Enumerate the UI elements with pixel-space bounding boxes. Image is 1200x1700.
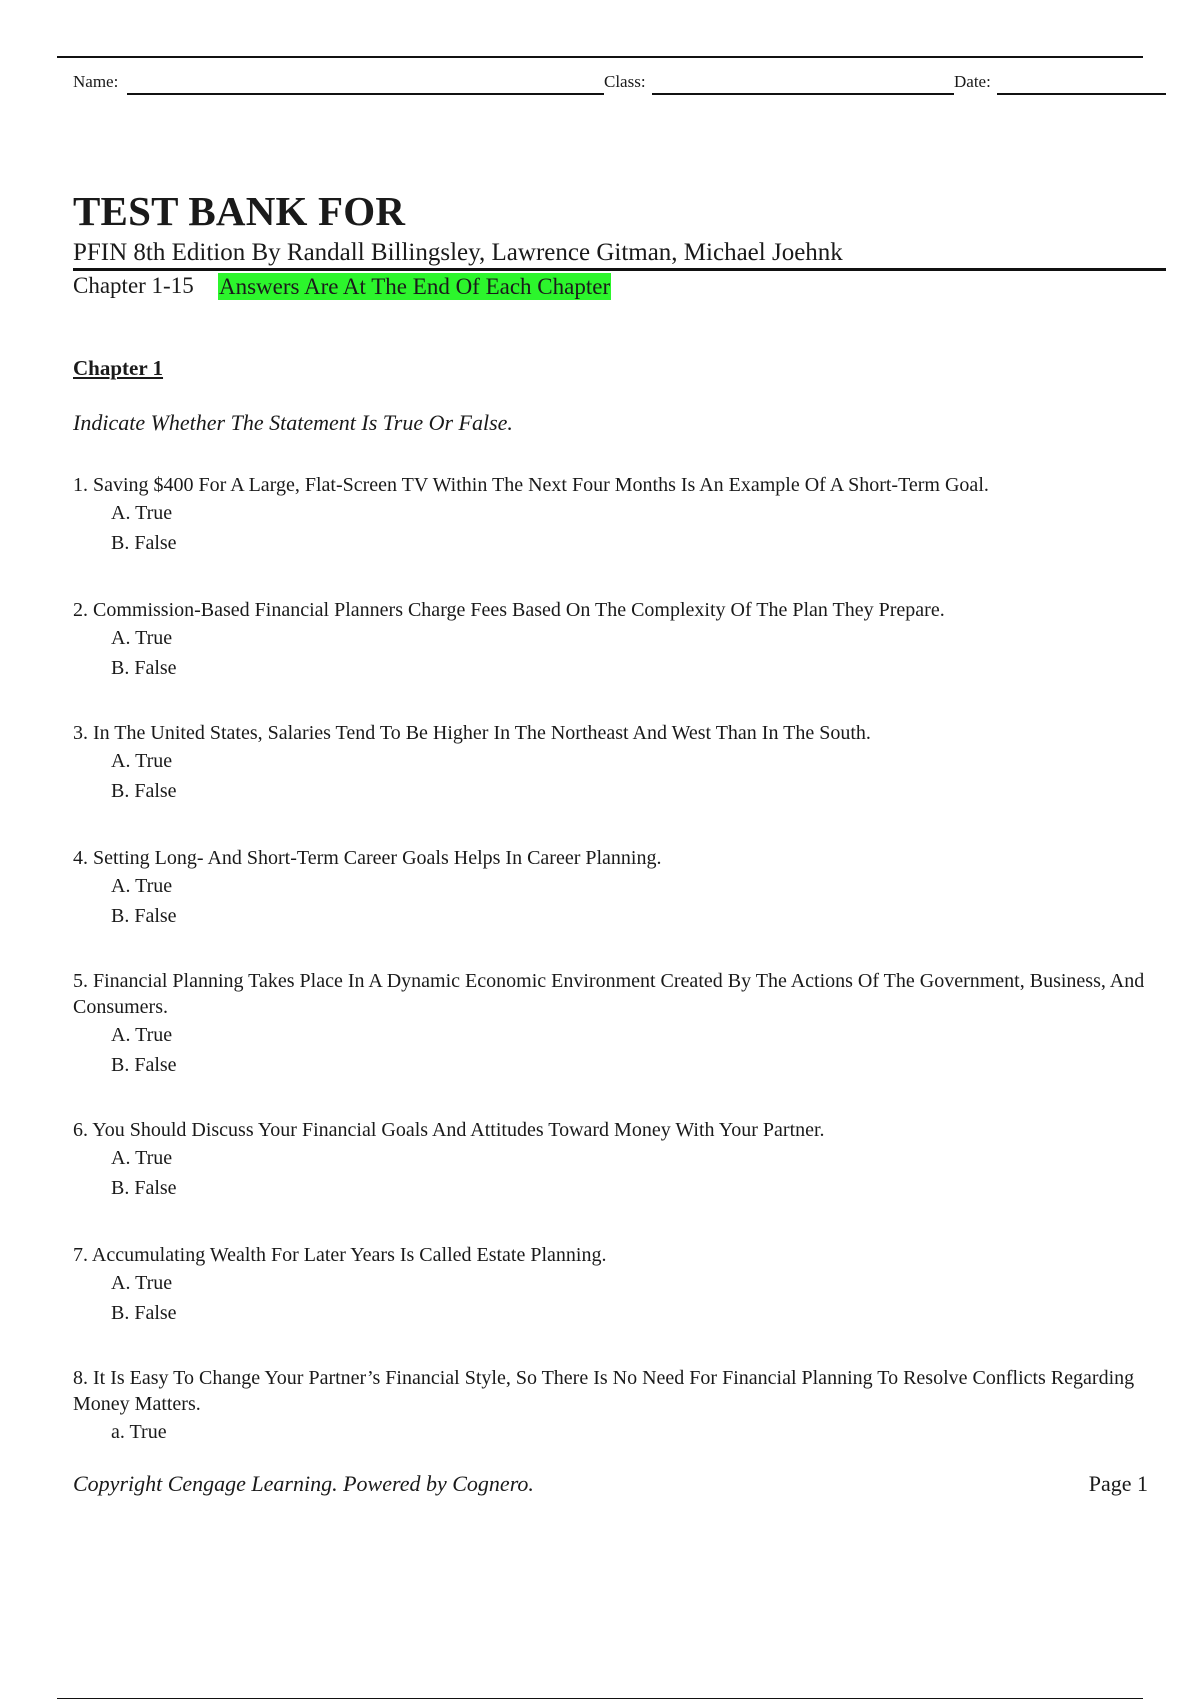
option-false[interactable]: B. False: [111, 532, 177, 554]
name-label: Name:: [73, 72, 119, 91]
option-false[interactable]: B. False: [111, 1177, 177, 1199]
chapter-heading: Chapter 1: [73, 356, 164, 380]
option-true[interactable]: A. True: [111, 750, 173, 772]
option-true[interactable]: A. True: [111, 1147, 173, 1169]
question-text: 5. Financial Planning Takes Place In A Dynamic Economic Environment Created By The Actions Of The Government, Business, And Consumers.: [73, 970, 1145, 1018]
name-field-line: [127, 93, 604, 95]
class-field-line: [652, 93, 954, 95]
option-false[interactable]: B. False: [111, 1054, 177, 1076]
answers-note-highlight: Answers Are At The End Of Each Chapter: [219, 274, 611, 299]
question-2: [73, 597, 945, 681]
option-false[interactable]: B. False: [111, 1302, 177, 1324]
chapter-range: Chapter 1-15: [73, 273, 194, 298]
question-8: [73, 1365, 1148, 1445]
option-true[interactable]: A. True: [111, 875, 173, 897]
question-text: 4. Setting Long- And Short-Term Career Goals Helps In Career Planning.: [73, 847, 662, 869]
date-label: Date:: [954, 72, 991, 91]
question-text: 7. Accumulating Wealth For Later Years Is Called Estate Planning.: [73, 1244, 607, 1266]
class-label: Class:: [604, 72, 646, 91]
page-title: TEST BANK FOR: [73, 188, 406, 234]
date-field-line: [997, 93, 1166, 95]
top-divider: [57, 56, 1143, 58]
question-text: 2. Commission-Based Financial Planners Charge Fees Based On The Complexity Of The Plan They Prepare.: [73, 599, 945, 621]
question-3: [73, 720, 871, 804]
option-true[interactable]: a. True: [111, 1421, 167, 1443]
question-4: [73, 845, 661, 929]
section-instruction: Indicate Whether The Statement Is True Or False.: [73, 410, 513, 435]
question-text: 6. You Should Discuss Your Financial Goals And Attitudes Toward Money With Your Partner.: [73, 1119, 825, 1141]
book-subtitle: PFIN 8th Edition By Randall Billingsley, Lawrence Gitman, Michael Joehnk: [73, 239, 843, 266]
option-true[interactable]: A. True: [111, 502, 173, 524]
bottom-divider: [57, 1698, 1143, 1699]
option-true[interactable]: A. True: [111, 627, 173, 649]
subtitle-rule: [73, 268, 1166, 271]
option-true[interactable]: A. True: [111, 1024, 173, 1046]
question-7: [73, 1242, 606, 1326]
option-true[interactable]: A. True: [111, 1272, 173, 1294]
question-5: [73, 968, 1148, 1078]
question-text: 3. In The United States, Salaries Tend To Be Higher In The Northeast And West Than In The South.: [73, 722, 871, 744]
question-text: 1. Saving $400 For A Large, Flat-Screen TV Within The Next Four Months Is An Example Of A Short-Term Goal.: [73, 474, 989, 496]
question-text: 8. It Is Easy To Change Your Partner’s Financial Style, So There Is No Need For Financial Planning To Resolve Conflicts Regarding Money Matters.: [73, 1367, 1135, 1415]
option-false[interactable]: B. False: [111, 657, 177, 679]
page-number: Page 1: [1088, 1471, 1148, 1496]
option-false[interactable]: B. False: [111, 905, 177, 927]
footer-copyright: Copyright Cengage Learning. Powered by Cognero.: [73, 1471, 534, 1496]
option-false[interactable]: B. False: [111, 780, 177, 802]
question-6: [73, 1117, 825, 1201]
question-1: [73, 472, 989, 556]
